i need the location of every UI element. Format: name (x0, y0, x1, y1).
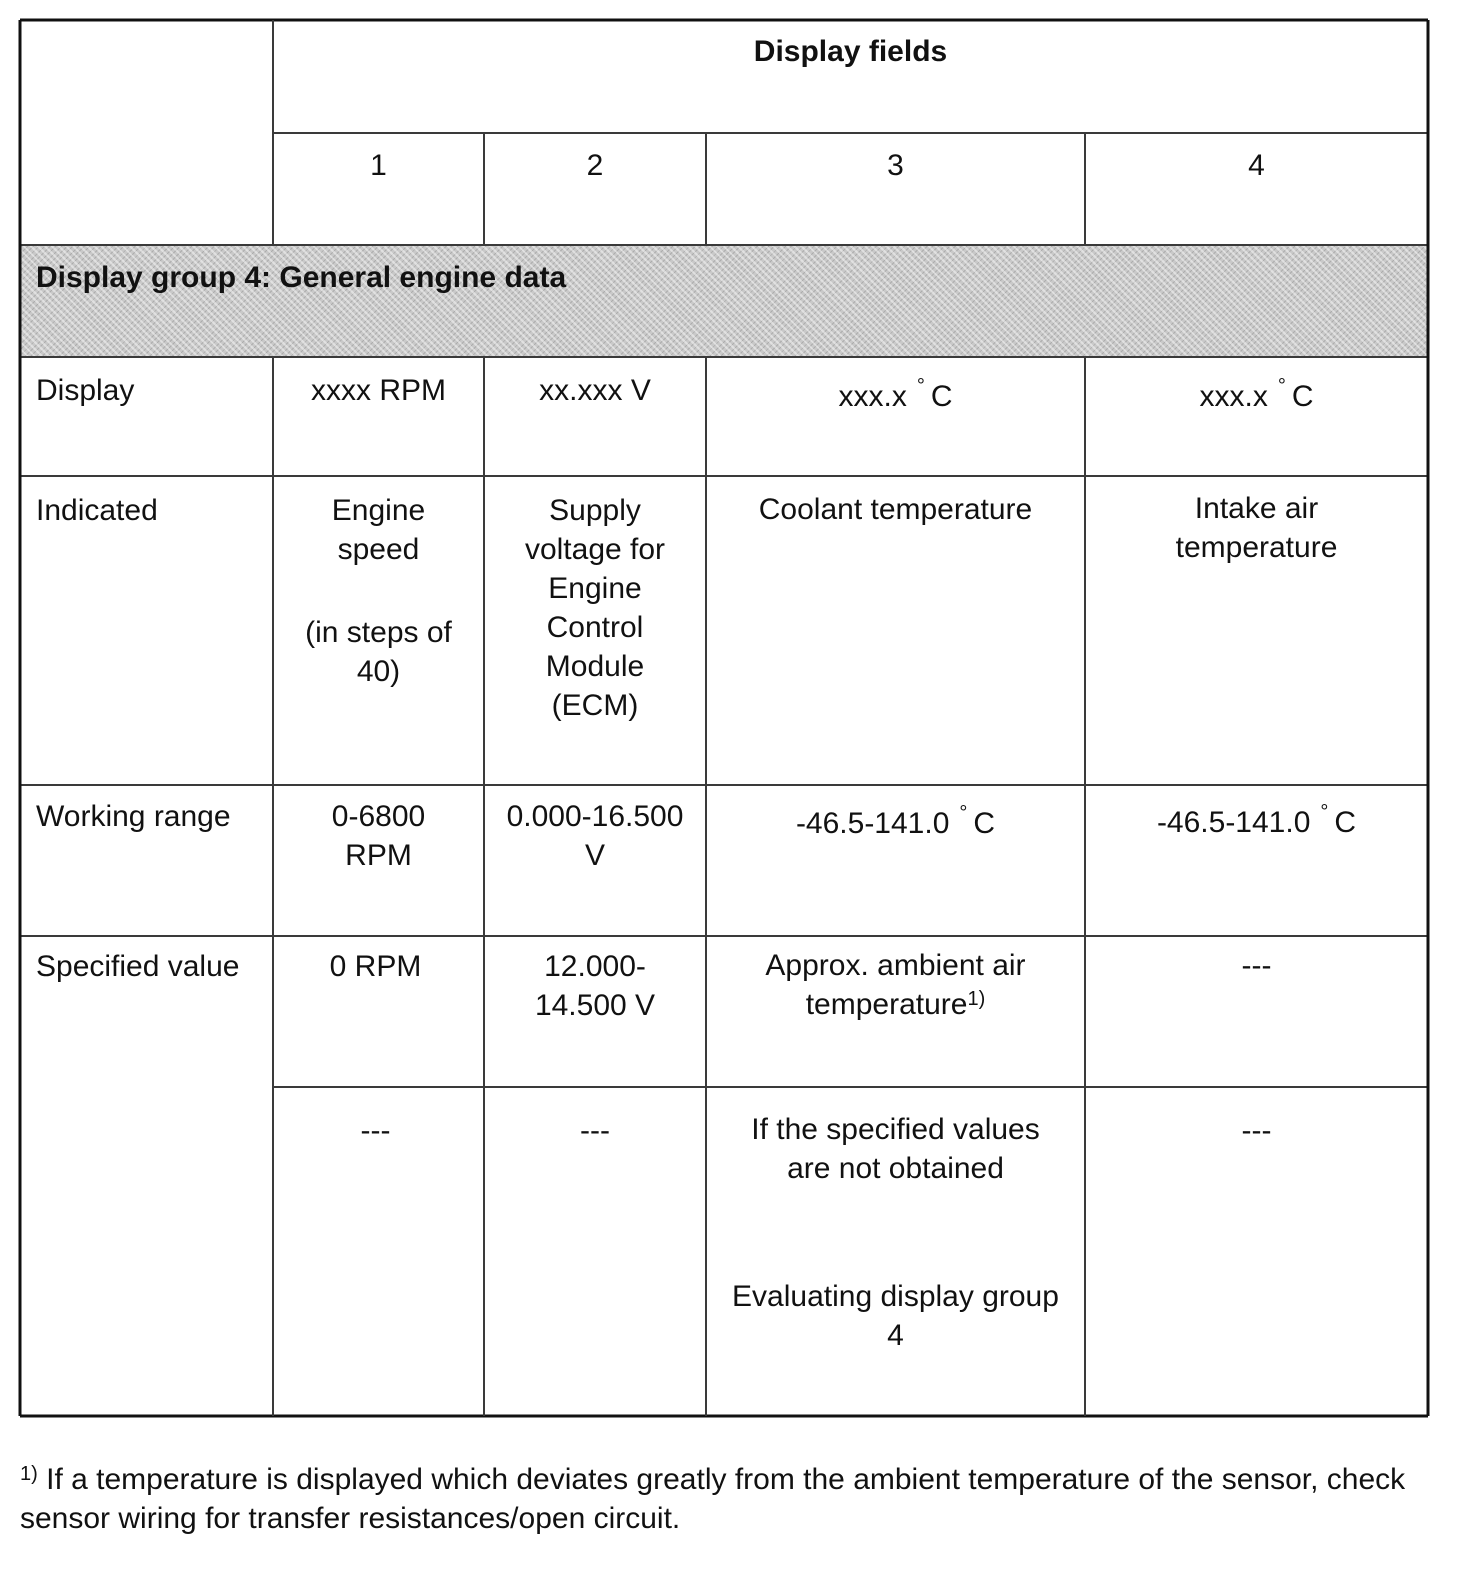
working-range-cell-4: -46.5-141.0 ° C (1156, 801, 1357, 839)
column-header-4: 4 (1248, 149, 1265, 182)
action-cell-1: --- (360, 1114, 391, 1147)
action-cell-3-condition: If the specified values are not obtained (751, 1113, 1040, 1185)
display-fields-header: Display fields (753, 35, 948, 68)
group-title: Display group 4: General engine data (36, 261, 567, 294)
indicated-cell-4: Intake air temperature (1175, 492, 1338, 564)
specified-value-cell-3: Approx. ambient air temperature$^{1)}$ (765, 949, 1026, 1021)
specified-value-cell-2: 12.000- 14.500 V (534, 950, 656, 1022)
indicated-cell-1-main: Engine speed (331, 494, 426, 566)
display-cell-1: xxxx RPM (311, 374, 446, 407)
indicated-cell-2: Supply voltage for Engine Control Module (ECM) (524, 494, 666, 722)
working-range-cell-3: -46.5-141.0 ° C (795, 802, 996, 840)
specified-value-cell-1: 0 RPM (329, 950, 422, 983)
display-cell-3: xxx.x ° C (838, 375, 953, 413)
indicated-cell-1-note: (in steps of 40) (305, 616, 452, 688)
column-header-2: 2 (586, 149, 604, 182)
row-label-working-range: Working range (36, 800, 231, 833)
footnote-reference: 1) (967, 988, 986, 1010)
working-range-cell-1: 0-6800 RPM (331, 800, 426, 872)
display-cell-2: xx.xxx V (539, 374, 651, 407)
column-header-3: 3 (887, 149, 904, 182)
working-range-cell-2: 0.000-16.500 V (506, 800, 684, 872)
indicated-cell-3: Coolant temperature (758, 493, 1033, 526)
row-label-display: Display (36, 374, 135, 407)
display-cell-4: xxx.x ° C (1199, 375, 1314, 413)
footnote-marker: 1) (20, 1463, 38, 1485)
footnote (20, 1460, 1440, 1538)
action-cell-2: --- (580, 1114, 610, 1147)
footnote-text: If a temperature is displayed which deviates greatly from the ambient temperature of the sensor, check sensor wiring for transfer resistances/open circuit. (20, 1463, 1406, 1535)
row-label-specified-value: Specified value (36, 950, 240, 983)
specified-value-cell-4: --- (1241, 949, 1272, 982)
action-cell-3-link[interactable]: Evaluating display group 4 (732, 1280, 1059, 1352)
column-header-1: 1 (370, 149, 387, 182)
row-label-indicated: Indicated (36, 494, 158, 527)
action-cell-4: --- (1241, 1114, 1272, 1147)
